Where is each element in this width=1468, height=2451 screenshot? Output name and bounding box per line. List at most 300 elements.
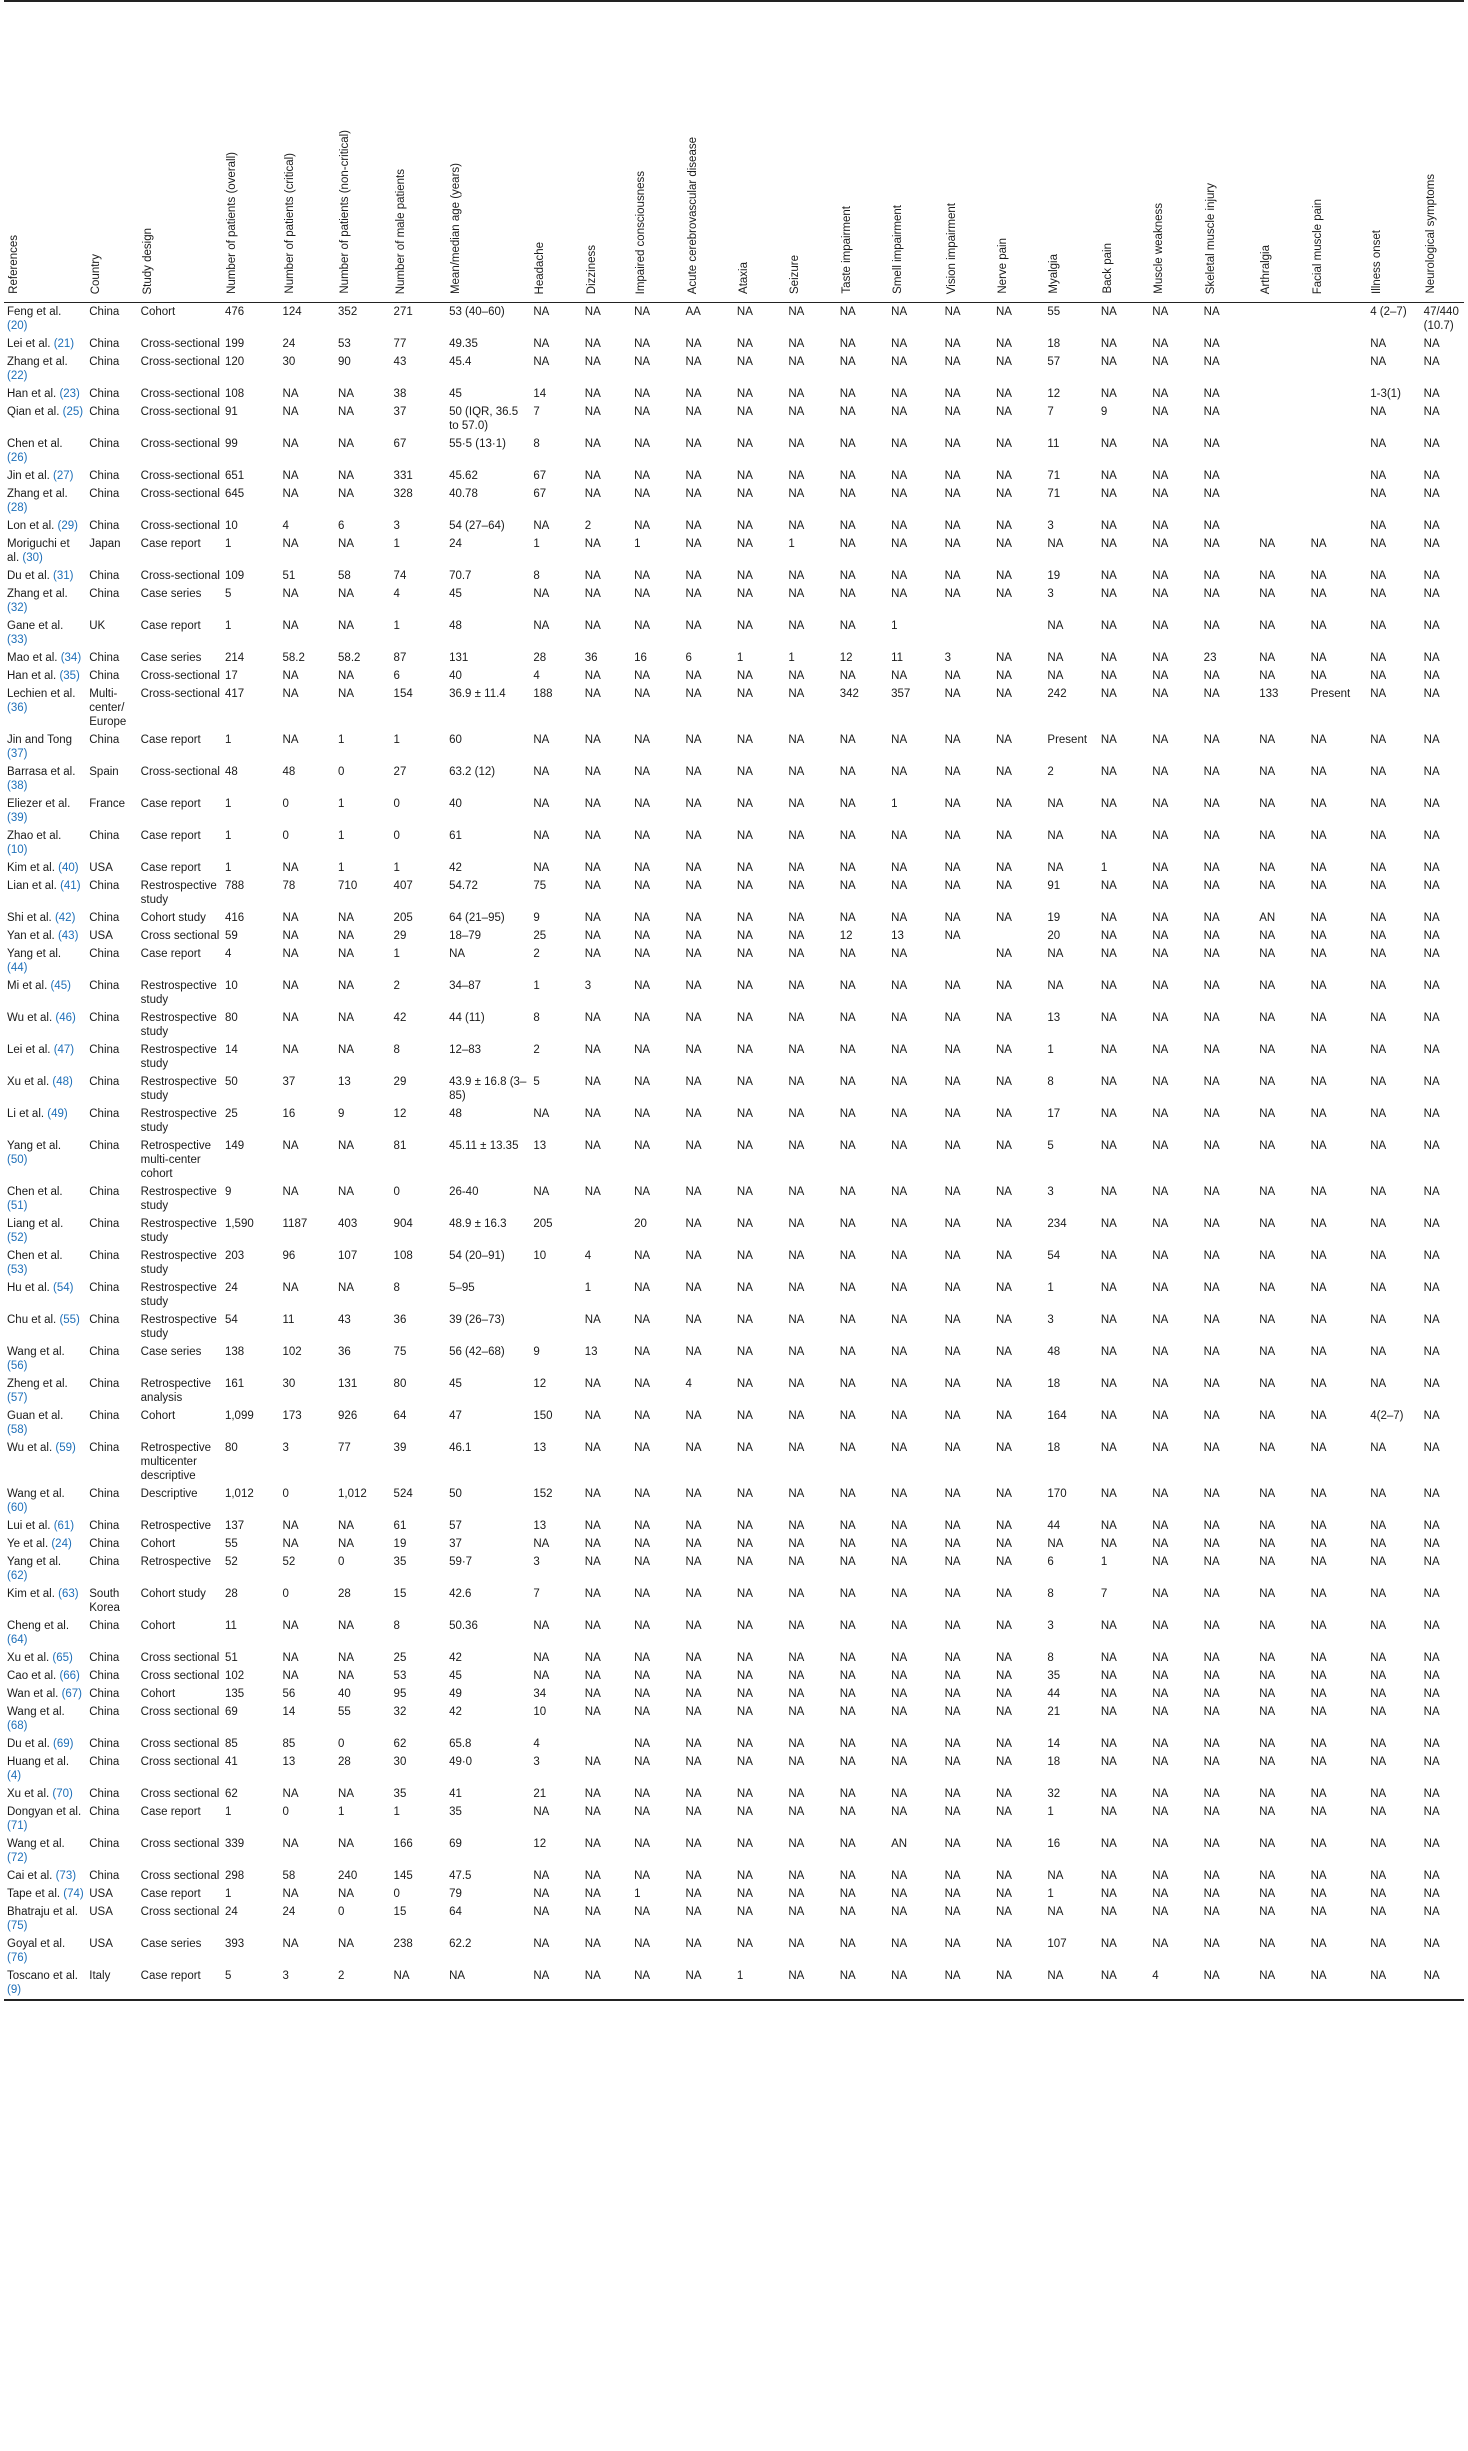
table-row: [4, 567, 1464, 585]
table-cell: NA: [736, 1906, 753, 1918]
table-cell: Cross-sectional: [140, 470, 220, 482]
table-cell: NA: [1152, 880, 1169, 892]
reference-name: Kim et al.: [7, 862, 55, 874]
table-cell: NA: [996, 880, 1012, 892]
citation-link[interactable]: (38): [7, 780, 28, 792]
citation-link[interactable]: (58): [7, 1424, 28, 1436]
table-cell: NA: [1203, 862, 1220, 874]
column-header-label: Facial muscle pain: [1311, 198, 1324, 294]
table-cell: NA: [944, 1838, 961, 1850]
table-cell: NA: [634, 1556, 651, 1568]
table-cell: 56 (42–68): [449, 1346, 505, 1358]
table-cell: 645: [224, 488, 245, 500]
table-cell: 42: [393, 1012, 407, 1024]
table-cell: NA: [736, 1012, 753, 1024]
table-cell: 393: [224, 1938, 245, 1950]
table-row: [4, 1617, 1464, 1649]
reference-cell: [4, 1407, 86, 1439]
table-cell: Restrospective study: [140, 1250, 217, 1276]
citation-link[interactable]: (33): [7, 634, 28, 646]
table-cell: 63.2 (12): [449, 766, 496, 778]
table-cell: 1: [634, 538, 641, 550]
citation-link[interactable]: (75): [7, 1920, 28, 1932]
table-cell: [1308, 435, 1368, 467]
table-cell: NA: [1047, 620, 1064, 632]
table-cell: NA: [584, 688, 601, 700]
table-cell: NA: [634, 880, 651, 892]
table-cell: NA: [1152, 1756, 1169, 1768]
table-cell: China: [89, 406, 120, 418]
table-cell: 5: [224, 588, 232, 600]
citation-link[interactable]: (47): [53, 1044, 75, 1056]
citation-link[interactable]: (70): [52, 1788, 73, 1800]
reference-cell: [4, 1667, 86, 1685]
table-cell: China: [89, 1044, 120, 1056]
table-cell: NA: [736, 1806, 753, 1818]
table-cell: NA: [1152, 766, 1169, 778]
table-cell: NA: [1423, 1410, 1440, 1422]
column-header-label: Nerve pain: [997, 238, 1009, 294]
table-cell: NA: [736, 1870, 753, 1882]
table-cell: NA: [788, 1688, 805, 1700]
table-cell: NA: [891, 670, 908, 682]
table-cell: [1256, 335, 1307, 353]
table-cell: NA: [1370, 670, 1387, 682]
table-cell: 102: [282, 1346, 302, 1358]
table-cell: 3: [1047, 1186, 1054, 1198]
table-cell: NA: [685, 470, 702, 482]
table-cell: NA: [944, 1906, 961, 1918]
table-cell: NA: [634, 1588, 651, 1600]
table-cell: NA: [839, 912, 856, 924]
table-cell: NA: [1310, 1044, 1327, 1056]
table-cell: [582, 1215, 631, 1247]
citation-link[interactable]: (65): [52, 1652, 73, 1664]
table-cell: 352: [338, 306, 358, 318]
table-cell: NA: [338, 912, 355, 924]
citation-link[interactable]: (37): [7, 748, 28, 760]
citation-link[interactable]: (54): [53, 1282, 74, 1294]
table-cell: NA: [788, 1538, 805, 1550]
table-header: [4, 1, 1464, 303]
citation-link[interactable]: (64): [7, 1634, 28, 1646]
table-cell: 1: [393, 862, 400, 874]
citation-link[interactable]: (32): [7, 602, 28, 614]
table-cell: NA: [685, 356, 702, 368]
table-cell: NA: [996, 356, 1012, 368]
table-cell: NA: [1370, 570, 1387, 582]
table-row: [4, 585, 1464, 617]
table-row: [4, 909, 1464, 927]
table-cell: 150: [533, 1410, 553, 1422]
table-cell: China: [89, 570, 120, 582]
table-container: [4, 0, 1464, 2001]
citation-link[interactable]: (66): [59, 1670, 80, 1682]
table-cell: NA: [891, 912, 908, 924]
table-cell: NA: [1370, 1108, 1387, 1120]
table-cell: NA: [685, 1738, 702, 1750]
table-cell: NA: [338, 930, 355, 942]
table-cell: NA: [839, 1806, 856, 1818]
table-cell: 28: [533, 652, 547, 664]
table-cell: NA: [1044, 1967, 1097, 2000]
citation-link[interactable]: (42): [54, 912, 76, 924]
table-cell: China: [89, 1442, 120, 1454]
table-cell: NA: [1259, 1870, 1276, 1882]
table-cell: NA: [891, 862, 908, 874]
citation-link[interactable]: (10): [7, 844, 28, 856]
table-cell: 4: [393, 588, 400, 600]
table-cell: NA: [1152, 1378, 1169, 1390]
table-cell: NA: [1152, 1838, 1169, 1850]
table-cell: 1187: [282, 1218, 308, 1230]
table-cell: NA: [839, 1652, 856, 1664]
table-cell: NA: [685, 930, 702, 942]
table-cell: NA: [1100, 1378, 1117, 1390]
table-cell: 30: [282, 356, 296, 368]
table-row: [4, 517, 1464, 535]
table-row: [4, 927, 1464, 945]
table-cell: NA: [584, 1938, 601, 1950]
citation-link[interactable]: (56): [7, 1360, 28, 1372]
table-cell: NA: [788, 1378, 805, 1390]
table-cell: NA: [1152, 862, 1169, 874]
table-cell: NA: [685, 1076, 702, 1088]
table-cell: NA: [891, 1250, 908, 1262]
citation-link[interactable]: (45): [50, 980, 71, 992]
table-cell: NA: [839, 1888, 856, 1900]
table-cell: 0: [338, 766, 345, 778]
table-cell: NA: [839, 438, 856, 450]
reference-cell: [4, 1867, 86, 1885]
table-cell: [1308, 485, 1368, 517]
table-cell: NA: [1047, 1538, 1064, 1550]
table-cell: NA: [1310, 1870, 1327, 1882]
citation-link[interactable]: (49): [47, 1108, 68, 1120]
table-cell: 48: [449, 1108, 462, 1120]
table-cell: 17: [1047, 1108, 1061, 1120]
table-cell: NA: [1310, 862, 1327, 874]
table-cell: 46.1: [449, 1442, 472, 1454]
citation-link[interactable]: (59): [55, 1442, 76, 1454]
table-cell: NA: [533, 1538, 550, 1550]
table-cell: 1: [1047, 1044, 1054, 1056]
table-cell: NA: [839, 1588, 856, 1600]
table-cell: NA: [736, 1520, 753, 1532]
citation-link[interactable]: (30): [22, 552, 43, 564]
table-cell: NA: [891, 588, 908, 600]
reference-cell: [4, 1585, 86, 1617]
citation-link[interactable]: (25): [62, 406, 84, 418]
table-cell: NA: [634, 1044, 651, 1056]
citation-link[interactable]: (52): [7, 1232, 28, 1244]
table-cell: NA: [338, 1282, 355, 1294]
table-cell: NA: [944, 1044, 961, 1056]
table-cell: NA: [634, 1186, 651, 1198]
table-cell: 14: [282, 1706, 296, 1718]
citation-link[interactable]: (57): [7, 1392, 28, 1404]
citation-link[interactable]: (68): [7, 1720, 28, 1732]
table-cell: NA: [839, 1282, 856, 1294]
citation-link[interactable]: (69): [53, 1738, 74, 1750]
table-cell: China: [89, 1282, 120, 1294]
table-cell: NA: [634, 798, 651, 810]
table-cell: 35: [1047, 1670, 1061, 1682]
table-cell: NA: [584, 620, 601, 632]
table-cell: NA: [996, 1218, 1012, 1230]
table-cell: 407: [393, 880, 413, 892]
citation-link[interactable]: (43): [57, 930, 79, 942]
table-cell: NA: [584, 1378, 601, 1390]
table-cell: NA: [1423, 1788, 1440, 1800]
table-cell: NA: [1203, 1108, 1220, 1120]
table-cell: NA: [685, 1838, 702, 1850]
table-cell: NA: [584, 1806, 601, 1818]
table-cell: NA: [685, 734, 702, 746]
citation-link[interactable]: (50): [7, 1154, 28, 1166]
table-cell: NA: [685, 438, 702, 450]
table-cell: 49·0: [449, 1756, 473, 1768]
table-cell: NA: [1370, 1788, 1387, 1800]
table-cell: NA: [1310, 1620, 1327, 1632]
table-cell: NA: [839, 356, 856, 368]
table-cell: NA: [1152, 1186, 1169, 1198]
table-cell: NA: [944, 1756, 961, 1768]
table-cell: 4: [1149, 1967, 1200, 2000]
table-cell: NA: [944, 338, 961, 350]
table-cell: NA: [996, 830, 1012, 842]
table-cell: NA: [996, 1688, 1012, 1700]
table-cell: NA: [1100, 670, 1117, 682]
column-header: [1098, 1, 1149, 303]
table-cell: NA: [1100, 1108, 1117, 1120]
table-cell: China: [89, 1378, 120, 1390]
table-cell: NA: [891, 388, 908, 400]
table-cell: 58.2: [282, 652, 305, 664]
citation-link[interactable]: (60): [7, 1502, 28, 1514]
citation-link[interactable]: (4): [7, 1770, 22, 1782]
table-cell: NA: [584, 538, 601, 550]
table-cell: NA: [944, 1282, 961, 1294]
table-cell: 1: [338, 798, 345, 810]
table-cell: NA: [391, 1967, 447, 2000]
table-cell: NA: [996, 980, 1012, 992]
table-cell: NA: [1423, 1556, 1440, 1568]
table-cell: NA: [1259, 1012, 1276, 1024]
table-cell: NA: [944, 1652, 961, 1664]
table-cell: NA: [788, 930, 805, 942]
citation-link[interactable]: (73): [55, 1870, 77, 1882]
table-cell: NA: [1310, 734, 1327, 746]
table-cell: Case report: [140, 862, 201, 874]
table-cell: NA: [685, 488, 702, 500]
table-cell: China: [89, 1520, 120, 1532]
table-cell: 14: [224, 1044, 238, 1056]
table-cell: Cross-sectional: [140, 338, 220, 350]
citation-link[interactable]: (41): [60, 880, 81, 892]
reference-cell: [4, 685, 86, 731]
table-cell: NA: [282, 1788, 299, 1800]
table-cell: NA: [1310, 830, 1327, 842]
citation-link[interactable]: (26): [7, 452, 28, 464]
table-cell: NA: [685, 1688, 702, 1700]
citation-link[interactable]: (23): [59, 388, 80, 400]
table-cell: 8: [393, 1620, 400, 1632]
table-cell: 3: [1047, 1620, 1054, 1632]
table-cell: Cohort: [140, 1688, 176, 1700]
table-cell: NA: [1423, 798, 1440, 810]
table-cell: NA: [584, 1652, 601, 1664]
citation-link[interactable]: (36): [7, 702, 28, 714]
reference-name: Wang et al.: [7, 1706, 65, 1718]
table-cell: NA: [1310, 1588, 1327, 1600]
table-cell: NA: [1310, 1442, 1327, 1454]
table-cell: NA: [282, 1888, 299, 1900]
table-cell: NA: [584, 880, 601, 892]
table-cell: 2: [533, 1044, 540, 1056]
table-cell: NA: [1259, 620, 1276, 632]
table-cell: NA: [1256, 1967, 1307, 2000]
reference-cell: [4, 1105, 86, 1137]
table-cell: NA: [996, 1906, 1012, 1918]
reference-cell: [4, 1485, 86, 1517]
table-cell: 40: [338, 1688, 351, 1700]
table-cell: NA: [736, 1620, 753, 1632]
citation-link[interactable]: (35): [59, 670, 80, 682]
reference-name: Lei et al.: [7, 338, 51, 350]
citation-link[interactable]: (28): [7, 502, 28, 514]
citation-link[interactable]: (61): [53, 1520, 75, 1532]
citation-link[interactable]: (46): [55, 1012, 76, 1024]
citation-link[interactable]: (39): [7, 812, 28, 824]
table-cell: NA: [944, 306, 961, 318]
citation-link[interactable]: (48): [52, 1076, 73, 1088]
table-cell: NA: [1203, 306, 1220, 318]
table-cell: [582, 1735, 631, 1753]
citation-link[interactable]: (63): [58, 1588, 79, 1600]
citation-link[interactable]: (20): [7, 320, 28, 332]
table-cell: NA: [685, 1556, 702, 1568]
citation-link[interactable]: (24): [51, 1538, 72, 1550]
citation-link[interactable]: (22): [7, 370, 28, 382]
citation-link[interactable]: (29): [57, 520, 78, 532]
table-cell: NA: [736, 930, 753, 942]
citation-link[interactable]: (55): [59, 1314, 80, 1326]
citation-link[interactable]: (9): [7, 1984, 22, 1996]
table-cell: NA: [1423, 688, 1440, 700]
citation-link[interactable]: (21): [53, 338, 75, 350]
table-cell: NA: [1423, 388, 1440, 400]
table-cell: NA: [1203, 570, 1220, 582]
table-cell: 11: [224, 1620, 237, 1632]
table-cell: NA: [1152, 980, 1169, 992]
citation-link[interactable]: (72): [7, 1852, 28, 1864]
table-cell: 40: [449, 670, 462, 682]
table-cell: NA: [736, 1346, 753, 1358]
table-cell: 205: [533, 1218, 553, 1230]
table-cell: NA: [996, 948, 1012, 960]
table-cell: China: [89, 1314, 120, 1326]
table-cell: NA: [338, 1186, 355, 1198]
table-row: [4, 1667, 1464, 1685]
table-cell: NA: [996, 1938, 1012, 1950]
table-cell: NA: [533, 1652, 550, 1664]
table-cell: NA: [631, 1967, 682, 2000]
table-cell: China: [89, 1346, 120, 1358]
table-cell: NA: [1100, 588, 1117, 600]
table-cell: NA: [1152, 1346, 1169, 1358]
table-cell: NA: [1152, 1706, 1169, 1718]
citation-link[interactable]: (76): [7, 1952, 28, 1964]
table-cell: NA: [839, 830, 856, 842]
table-cell: 8: [1047, 1076, 1054, 1088]
table-cell: NA: [533, 1806, 550, 1818]
reference-name: Kim et al.: [7, 1588, 55, 1600]
table-cell: NA: [685, 388, 702, 400]
table-cell: NA: [944, 520, 961, 532]
table-cell: 107: [338, 1250, 358, 1262]
reference-cell: [4, 585, 86, 617]
citation-link[interactable]: (31): [53, 570, 74, 582]
table-cell: 1: [1047, 1806, 1054, 1818]
table-cell: NA: [944, 438, 961, 450]
table-cell: NA: [839, 1108, 856, 1120]
citation-link[interactable]: (44): [7, 962, 28, 974]
table-cell: NA: [1370, 1838, 1387, 1850]
table-cell: 58.2: [338, 652, 361, 664]
table-cell: 58: [338, 570, 351, 582]
citation-link[interactable]: (51): [7, 1200, 28, 1212]
citation-link[interactable]: (27): [53, 470, 74, 482]
table-cell: NA: [584, 406, 601, 418]
table-cell: China: [89, 1250, 120, 1262]
table-cell: 64 (21–95): [449, 912, 505, 924]
table-cell: NA: [1100, 620, 1117, 632]
citation-link[interactable]: (40): [58, 862, 79, 874]
table-cell: NA: [839, 798, 856, 810]
table-cell: Restrospective study: [140, 1076, 217, 1102]
table-cell: NA: [1259, 1410, 1276, 1422]
table-cell: NA: [1100, 688, 1117, 700]
citation-link[interactable]: (71): [7, 1820, 28, 1832]
table-cell: 1: [224, 798, 232, 810]
table-cell: 238: [393, 1938, 413, 1950]
table-cell: NA: [839, 338, 856, 350]
table-cell: NA: [736, 766, 753, 778]
table-cell: NA: [446, 1967, 530, 2000]
citation-link[interactable]: (53): [7, 1264, 28, 1276]
table-cell: NA: [1100, 1870, 1117, 1882]
table-cell: NA: [1203, 1250, 1220, 1262]
table-cell: Case series: [140, 1346, 202, 1358]
table-cell: NA: [634, 830, 651, 842]
table-cell: 58: [282, 1870, 296, 1882]
citation-link[interactable]: (34): [60, 652, 82, 664]
citation-link[interactable]: (74): [63, 1888, 84, 1900]
reference-cell: [4, 335, 86, 353]
table-cell: 18–79: [449, 930, 482, 942]
table-cell: 50.36: [449, 1620, 478, 1632]
table-cell: NA: [584, 1186, 601, 1198]
citation-link[interactable]: (62): [7, 1570, 28, 1582]
table-cell: NA: [996, 538, 1012, 550]
citation-link[interactable]: (67): [61, 1688, 83, 1700]
table-cell: 37: [449, 1538, 462, 1550]
table-row: [4, 617, 1464, 649]
table-cell: NA: [788, 1652, 805, 1664]
table-cell: 55: [224, 1538, 238, 1550]
table-cell: NA: [1203, 470, 1220, 482]
